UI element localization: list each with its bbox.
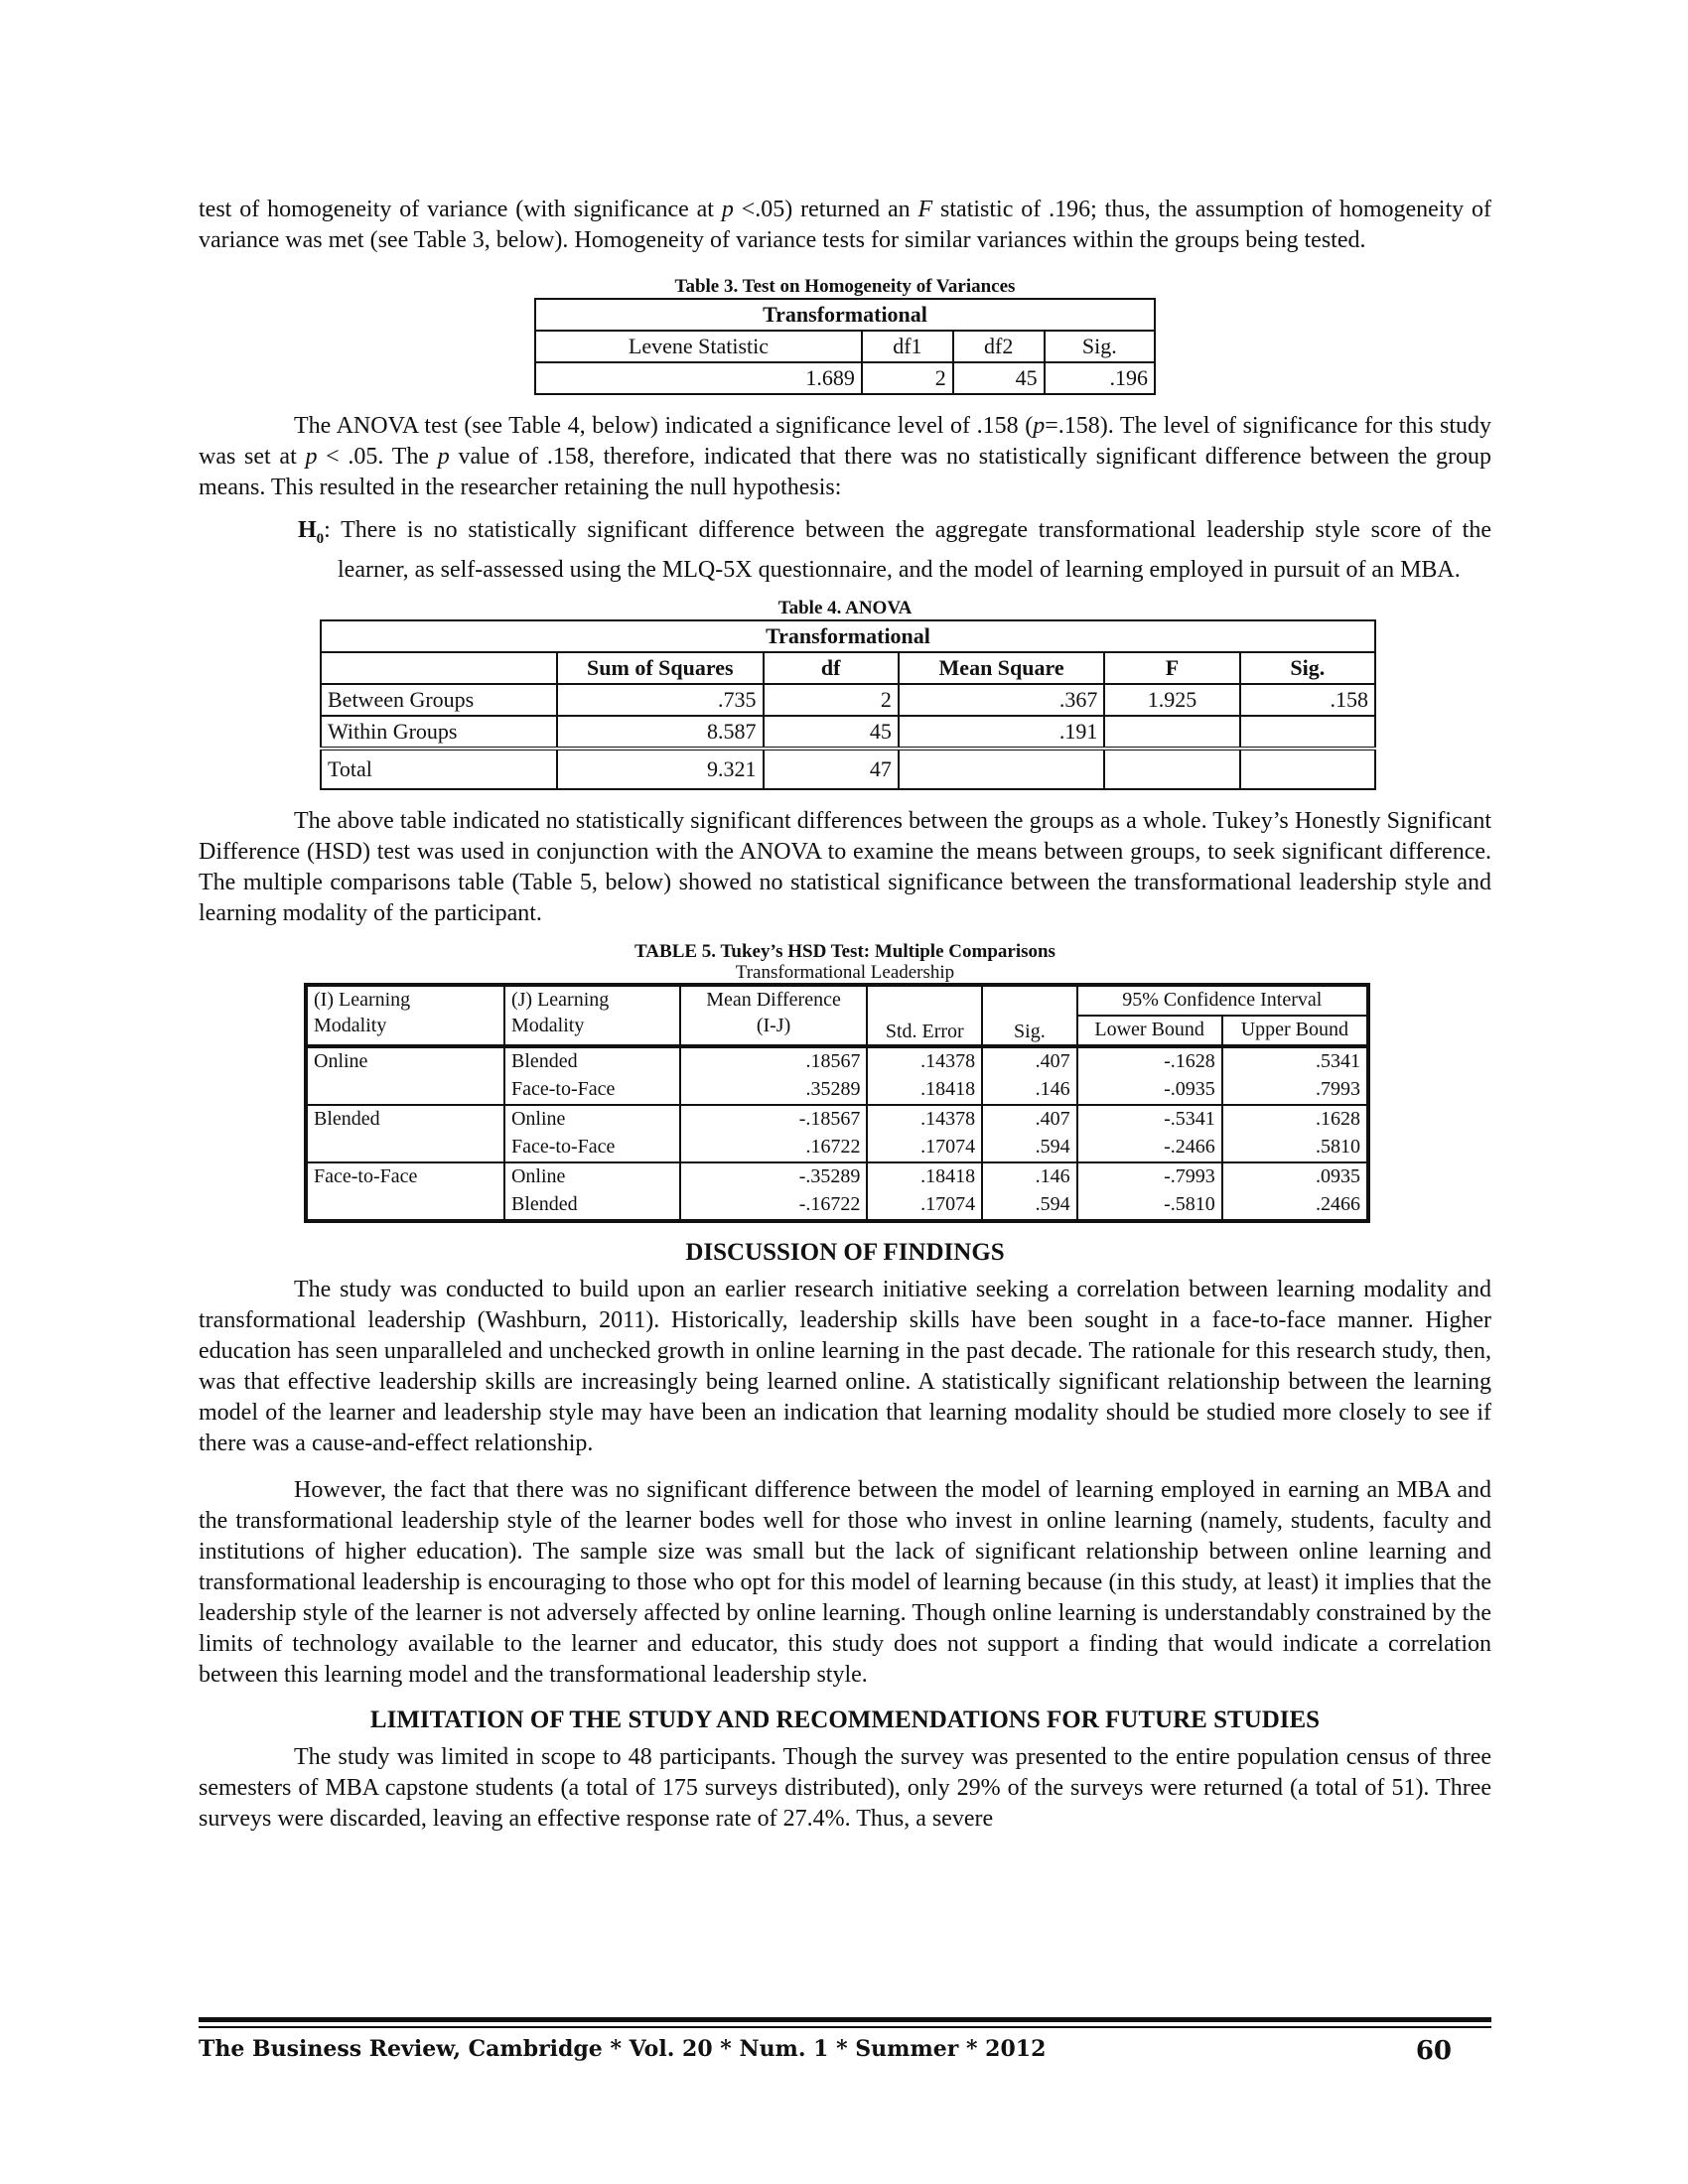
table3-header: Sig. [1045, 331, 1155, 362]
paragraph-homogeneity: test of homogeneity of variance (with significance at p <.05) returned an F statistic of .196; thus, the assumption of homogeneity of variance was met (see Table 3, below). Homogeneity of variance tests for similar variances within the groups being tested. [199, 197, 1492, 253]
table5-cell: .2466 [1316, 1192, 1360, 1215]
table4-cell: 1.925 [1104, 684, 1239, 716]
table3-header: df1 [862, 331, 953, 362]
table5-cell: .18418 [867, 1076, 982, 1105]
table4-header [321, 652, 557, 684]
table4-cell: .367 [899, 684, 1105, 716]
table3-caption: Table 3. Test on Homogeneity of Variances [674, 276, 1016, 297]
table5-header: (I-J) [756, 1014, 791, 1036]
table-row [306, 1105, 1368, 1134]
table3 [534, 298, 1156, 395]
table5-cell: -.18567 [680, 1105, 868, 1134]
table5-cell: .1628 [1316, 1107, 1360, 1130]
table4-cell: Between Groups [321, 684, 557, 716]
table5-cell: .594 [982, 1134, 1076, 1162]
page-number: 60 [1415, 2036, 1452, 2066]
table3-header: Levene Statistic [535, 331, 862, 362]
table5-cell: Face-to-Face [504, 1076, 680, 1105]
table3-cell: 45 [953, 362, 1045, 394]
table4-header: Sum of Squares [557, 652, 764, 684]
table5-cell: .146 [982, 1162, 1076, 1191]
table4-cell [1104, 749, 1239, 789]
footer-rule [199, 2017, 1491, 2022]
table4-row [321, 749, 1375, 789]
journal-citation: The Business Review, Cambridge * Vol. 20 * Num. 1 * Summer * 2012 [199, 2036, 1047, 2062]
table3-group: Transformational [535, 299, 1155, 331]
table4-cell: .735 [557, 684, 764, 716]
section-heading-limitation: LIMITATION OF THE STUDY AND RECOMMENDATIONS FOR FUTURE STUDIES [369, 1706, 1321, 1733]
table5-cell: -.5341 [1077, 1105, 1222, 1134]
table-row [306, 1162, 1368, 1191]
table-row [306, 1076, 1368, 1105]
table5-cell: -.2466 [1077, 1134, 1222, 1162]
table5-header: Modality [510, 1014, 585, 1036]
footer-rule [199, 2026, 1491, 2028]
table5-cell: -.0935 [1077, 1076, 1222, 1105]
page-footer [199, 2017, 1491, 2066]
table5-cell: .407 [982, 1046, 1076, 1076]
table4-cell: .158 [1240, 684, 1375, 716]
table5-cell: -.35289 [680, 1162, 868, 1191]
table4-cell [899, 749, 1105, 789]
table4-header: Sig. [1240, 652, 1375, 684]
table5 [304, 983, 1370, 1223]
table5-cell: .18567 [680, 1046, 868, 1076]
table5-cell: -.7993 [1077, 1162, 1222, 1191]
table-row [306, 1191, 1368, 1221]
table5-cell: .5810 [1316, 1135, 1360, 1158]
table4-caption: Table 4. ANOVA [777, 597, 913, 618]
table5-cell: Online [504, 1105, 680, 1134]
table4-group: Transformational [321, 620, 1375, 652]
table5-cell: Face-to-Face [306, 1162, 504, 1191]
table4-cell: .191 [899, 716, 1105, 749]
table5-cell: .0935 [1316, 1164, 1360, 1187]
table-row [306, 1134, 1368, 1162]
table5-cell [306, 1191, 504, 1221]
table4-cell: Within Groups [321, 716, 557, 749]
table4 [320, 619, 1376, 790]
paragraph-anova: The ANOVA test (see Table 4, below) indicated a significance level of .158 (p=.158). The level of significance for this study was set at p < .05. The p value of .158, therefore, indicated that there was no statistically significant difference between the group means. This resulted in the researcher retaining the null hypothesis: [199, 413, 1491, 500]
table5-cell: -.5810 [1077, 1191, 1222, 1221]
table5-cell: .14378 [867, 1105, 982, 1134]
table4-header: F [1104, 652, 1239, 684]
table4-cell [1240, 749, 1375, 789]
paragraph-discussion-2: However, the fact that there was no significant difference between the model of learning employed in earning an MBA and the transformational leadership style of the learner bodes well for those who invest in online learning (namely, students, faculty and institutions of higher education). The sample size was small but the lack of significant relationship between online learning and transformational leadership is encouraging to those who opt for this model of learning because (in this study, at least) it implies that the leadership style of the learner is not adversely affected by online learning. Though online learning is understandably constrained by the limits of technology available to the learner and educator, this study does not support a finding that would indicate a correlation between this learning model and the transformational leadership style. [199, 1476, 1491, 1688]
table4-row [321, 716, 1375, 749]
page-content [199, 195, 1491, 1835]
table5-cell: .5341 [1316, 1049, 1360, 1072]
table4-cell: 9.321 [557, 749, 764, 789]
table5-header: (J) Learning [510, 988, 610, 1011]
table5-cell: .407 [982, 1105, 1076, 1134]
table4-row [321, 684, 1375, 716]
table4-cell [1240, 716, 1375, 749]
table5-cell: -.1628 [1077, 1046, 1222, 1076]
table4-cell: 45 [764, 716, 899, 749]
table5-cell: .594 [982, 1191, 1076, 1221]
table5-cell: -.16722 [680, 1191, 868, 1221]
table5-cell [306, 1076, 504, 1105]
table5-header: 95% Confidence Interval [1077, 985, 1368, 1016]
table5-cell [306, 1134, 504, 1162]
table4-cell: Total [321, 749, 557, 789]
null-hypothesis: $H_0$: There is no statistically significant difference between the aggregate transformational leadership style score of the learner, as self-assessed using the MLQ-5X questionnaire, and the model of learning employed in pursuit of an MBA. [298, 517, 1491, 583]
table4-cell: 47 [764, 749, 899, 789]
table3-cell: .196 [1045, 362, 1155, 394]
table5-cell: Online [504, 1162, 680, 1191]
table3-cell: 1.689 [535, 362, 862, 394]
table5-header: Mean Difference [706, 988, 841, 1011]
table3-header: df2 [953, 331, 1045, 362]
table-row [306, 1046, 1368, 1076]
table5-cell: Blended [306, 1105, 504, 1134]
table5-cell: Online [306, 1046, 504, 1076]
table4-header: df [764, 652, 899, 684]
table4-cell: 8.587 [557, 716, 764, 749]
paragraph-discussion-1: The study was conducted to build upon an earlier research initiative seeking a correlation between learning modality and transformational leadership (Washburn, 2011). Historically, leadership skills have been sought in a face-to-face manner. Higher education has seen unparalleled and unchecked growth in online learning in the past decade. The rationale for this research study, then, was that effective leadership skills are increasingly being learned online. A statistically significant relationship between the learning model of the learner and leadership style may have been an indication that learning modality should be studied more closely to see if there was a cause-and-effect relationship. [199, 1276, 1491, 1456]
table4-cell [1104, 716, 1239, 749]
table5-cell: Blended [504, 1191, 680, 1221]
table5-cell: .17074 [867, 1191, 982, 1221]
table5-header: Lower Bound [1077, 1016, 1222, 1046]
table5-header: Modality [314, 1014, 387, 1036]
section-heading-discussion: DISCUSSION OF FINDINGS [685, 1238, 1005, 1266]
table4-cell: 2 [764, 684, 899, 716]
paragraph-tukey: The above table indicated no statistically significant differences between the groups as a whole. Tukey’s Honestly Significant Difference (HSD) test was used in conjunction with the ANOVA to examine the means between groups, to seek significant difference. The multiple comparisons table (Table 5, below) showed no statistical significance between the transformational leadership style and learning modality of the participant. [199, 807, 1491, 926]
table5-subcaption: Transformational Leadership [735, 961, 955, 983]
table5-cell: .16722 [680, 1134, 868, 1162]
table5-cell: .146 [982, 1076, 1076, 1105]
table5-header: Std. Error [867, 985, 982, 1046]
table3-cell: 2 [862, 362, 953, 394]
table5-cell: Blended [504, 1046, 680, 1076]
table5-cell: .18418 [867, 1162, 982, 1191]
table5-header: Upper Bound [1222, 1016, 1368, 1046]
table5-cell: .7993 [1316, 1077, 1360, 1100]
table5-cell: .14378 [867, 1046, 982, 1076]
table5-caption: TABLE 5. Tukey’s HSD Test: Multiple Comparisons [634, 940, 1055, 962]
table5-header: (I) Learning [314, 988, 411, 1011]
table4-header: Mean Square [899, 652, 1105, 684]
paragraph-limitation: The study was limited in scope to 48 participants. Though the survey was presented to the entire population census of three semesters of MBA capstone students (a total of 175 surveys distributed), only 29% of the surveys were returned (a total of 51). Three surveys were discarded, leaving an effective response rate of 27.4%. Thus, a severe [199, 1743, 1491, 1832]
table5-cell: .35289 [680, 1076, 868, 1105]
table5-cell: .17074 [867, 1134, 982, 1162]
table5-cell: Face-to-Face [504, 1134, 680, 1162]
table5-header: Sig. [982, 985, 1076, 1046]
